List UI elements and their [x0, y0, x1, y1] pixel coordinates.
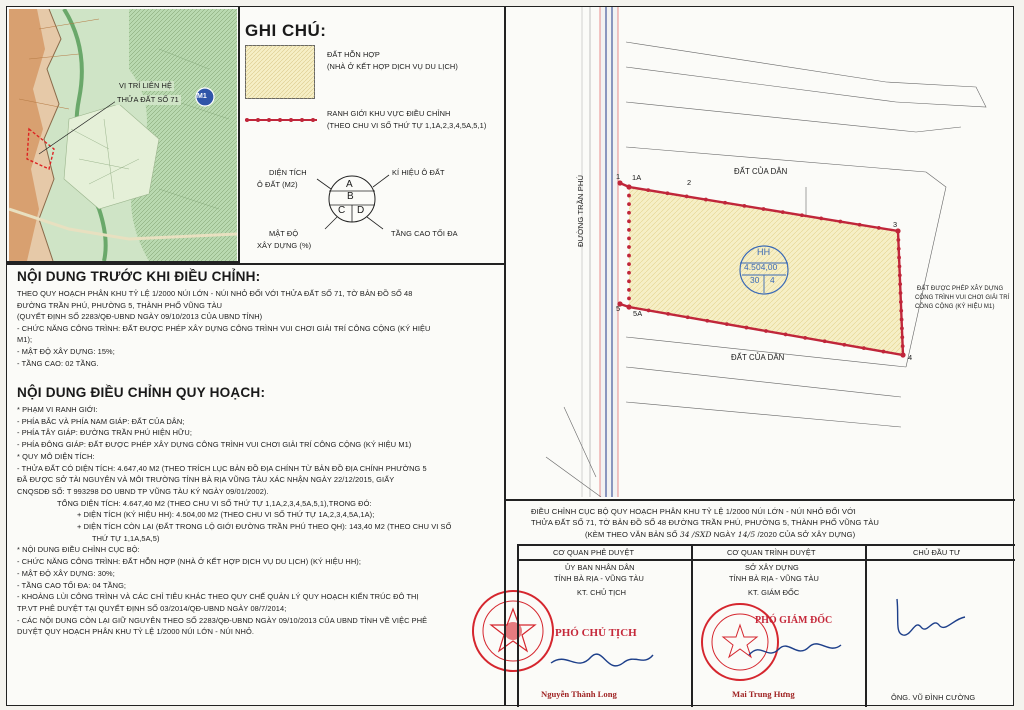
boundary-vertex — [823, 339, 827, 343]
boundary-vertex — [686, 315, 690, 319]
boundary-vertex — [627, 228, 631, 232]
boundary-vertex — [862, 346, 866, 350]
boundary-vertex — [800, 213, 804, 217]
approver-seal-stamp — [469, 587, 557, 675]
boundary-vertex — [900, 318, 904, 322]
boundary-vertex — [901, 344, 905, 348]
approver-sign-for: KT. CHỦ TỊCH — [577, 588, 627, 597]
legend-area-label-2: Ô ĐẤT (M2) — [257, 180, 298, 189]
legend-floors-label: TẦNG CAO TỐI ĐA — [391, 229, 458, 238]
boundary-vertex — [627, 245, 631, 249]
boundary-vertex — [666, 312, 670, 316]
legend-boundary-1: RANH GIỚI KHU VỰC ĐIỀU CHỈNH — [327, 109, 451, 118]
boundary-vertex — [704, 198, 708, 202]
boundary-vertex — [745, 326, 749, 330]
submitter-header: CƠ QUAN TRÌNH DUYỆT — [727, 548, 816, 557]
boundary-vertex — [819, 217, 823, 221]
boundary-vertex — [882, 350, 886, 354]
adjust-line: + DIỆN TÍCH (KÝ HIỆU HH): 4.504,00 M2 (THEO CHU VI SỐ THỨ TỰ 1A,2,3,4,5A,1A); — [77, 510, 375, 520]
point-4: 4 — [908, 353, 913, 362]
title-line-3: (KÈM THEO VĂN BẢN SỐ 34 /SXD NGÀY 14/5 /2020 CỦA SỞ XÂY DỰNG) — [585, 530, 856, 539]
boundary-vertex — [781, 210, 785, 214]
east-note-1: ĐẤT ĐƯỢC PHÉP XÂY DỰNG — [917, 286, 1004, 292]
adjust-line: THỨ TỰ 1,1A,5A,5) — [92, 533, 160, 543]
circle-letter-c: C — [338, 205, 346, 216]
boundary-vertex — [898, 282, 902, 286]
point-3: 3 — [893, 220, 898, 229]
approver-header: CƠ QUAN PHÊ DUYỆT — [553, 548, 635, 557]
submitter-org-1: SỞ XÂY DỰNG — [745, 563, 799, 572]
boundary-vertex — [647, 309, 651, 313]
title-line-1: ĐIỀU CHỈNH CỤC BỘ QUY HOẠCH PHÂN KHU TỶ LỆ 1/2000 NÚI LỚN - NÚI NHỎ ĐỐI VỚI — [531, 507, 856, 516]
before-line: THEO QUY HOẠCH PHÂN KHU TỶ LỆ 1/2000 NÚI LỚN - NÚI NHỎ ĐỐI VỚI THỬA ĐẤT SỐ 71, TỜ BẢN ĐỒ SỐ 48 — [17, 289, 413, 298]
boundary-vertex — [762, 207, 766, 211]
circle-letter-a: A — [346, 179, 353, 190]
before-line: ĐƯỜNG TRẦN PHÚ, PHƯỜNG 5, THÀNH PHỐ VŨNG TÀU — [17, 300, 223, 310]
adjust-line: - TẦNG CAO TỐI ĐA: 04 TẦNG; — [17, 580, 127, 590]
inset-label-1: VỊ TRÍ LIÊN HỆ — [119, 81, 173, 90]
east-note-3: CÔNG CỘNG (KÝ HIỆU M1) — [915, 304, 995, 310]
submitter-signature — [745, 631, 845, 671]
boundary-vertex — [900, 352, 905, 357]
boundary-vertex — [627, 262, 631, 266]
adjust-line: - CÁC NỘI DUNG CÒN LẠI GIỮ NGUYÊN THEO SỐ 2283/QĐ-UBND NGÀY 09/10/2013 CỦA UBND TỈNH VỀ VIỆC PHÊ — [17, 615, 428, 625]
boundary-vertex — [900, 327, 904, 331]
point-1a: 1A — [632, 173, 642, 182]
boundary-vertex — [627, 194, 631, 198]
boundary-vertex — [784, 333, 788, 337]
legend-boundary-2: (THEO CHU VI SỐ THỨ TỰ 1,1A,2,3,4,5A,5,1) — [327, 121, 487, 130]
approver-name: Nguyễn Thành Long — [541, 689, 617, 699]
boundary-vertex — [627, 254, 631, 258]
investor-name: ÔNG. VŨ ĐÌNH CƯỜNG — [891, 693, 976, 702]
before-title: NỘI DUNG TRƯỚC KHI ĐIỀU CHỈNH: — [17, 269, 261, 284]
boundary-vertex — [858, 223, 862, 227]
approver-signature — [547, 643, 657, 683]
mixed-land-swatch — [245, 45, 315, 99]
before-line: (QUYẾT ĐỊNH SỐ 2283/QĐ-UBND NGÀY 09/10/2013 CỦA UBND TỈNH) — [17, 312, 263, 322]
before-line: M1); — [17, 335, 33, 345]
submitter-position: PHÓ GIÁM ĐỐC — [755, 615, 833, 626]
boundary-vertex — [646, 188, 650, 192]
boundary-vertex — [627, 271, 631, 275]
parcel-area: 4.504,00 — [744, 262, 778, 272]
adjust-line: DUYỆT QUY HOẠCH PHÂN KHU TỶ LỆ 1/2000 NÚI LỚN - NÚI NHỎ. — [17, 627, 254, 637]
legend-density-label-2: XÂY DỰNG (%) — [257, 241, 312, 250]
legend-mixed-2: (NHÀ Ở KẾT HỢP DỊCH VỤ DU LỊCH) — [327, 62, 458, 71]
boundary-vertex — [627, 297, 631, 301]
east-note-2: CÔNG TRÌNH VUI CHƠI GIẢI TRÍ — [915, 295, 1010, 301]
adjust-title: NỘI DUNG ĐIỀU CHỈNH QUY HOẠCH: — [17, 385, 266, 400]
boundary-vertex — [627, 219, 631, 223]
investor-signature — [887, 589, 977, 649]
boundary-vertex — [899, 300, 903, 304]
road-label: ĐƯỜNG TRẦN PHÚ — [576, 174, 585, 247]
boundary-vertex — [899, 291, 903, 295]
parcel-floors: 4 — [770, 275, 775, 285]
legend-mixed-1: ĐẤT HỖN HỢP — [327, 50, 380, 59]
parcel-density: 30 — [750, 275, 760, 285]
boundary-vertex — [896, 238, 900, 242]
approver-position: PHÓ CHỦ TỊCH — [555, 627, 637, 639]
boundary-vertex — [627, 237, 631, 241]
boundary-vertex — [898, 273, 902, 277]
boundary-vertex — [626, 184, 631, 189]
adjust-line: - PHÍA TÂY GIÁP: ĐƯỜNG TRẦN PHÚ HIỆN HỮU; — [17, 428, 193, 438]
legend-title: GHI CHÚ: — [245, 21, 327, 40]
boundary-vertex — [627, 202, 631, 206]
boundary-line-legend — [243, 115, 319, 125]
boundary-vertex — [899, 309, 903, 313]
point-2: 2 — [687, 178, 692, 187]
neighbor-north-label: ĐẤT CỦA DÂN — [734, 167, 788, 176]
title-line-2: THỬA ĐẤT SỐ 71, TỜ BẢN ĐỒ SỐ 48 ĐƯỜNG TRẦN PHÚ, PHƯỜNG 5, THÀNH PHỐ VŨNG TÀU — [531, 518, 880, 527]
adjust-line: * QUY MÔ DIỆN TÍCH: — [17, 451, 95, 461]
before-line: - TẦNG CAO: 02 TẦNG. — [17, 358, 99, 368]
adjust-line: TP.VT PHÊ DUYỆT TẠI QUYẾT ĐỊNH SỐ 03/2014/QĐ-UBND NGÀY 08/7/2014; — [17, 603, 287, 613]
boundary-vertex — [627, 279, 631, 283]
boundary-vertex — [723, 201, 727, 205]
before-line: - MẬT ĐỘ XÂY DỰNG: 15%; — [17, 347, 115, 356]
location-inset-map — [9, 9, 237, 261]
boundary-vertex — [900, 335, 904, 339]
submitter-sign-for: KT. GIÁM ĐỐC — [748, 588, 800, 597]
point-5: 5 — [616, 304, 621, 313]
boundary-vertex — [627, 288, 631, 292]
investor-header: CHỦ ĐẦU TƯ — [913, 548, 961, 557]
boundary-vertex — [626, 304, 631, 309]
adjust-line: + DIỆN TÍCH CÒN LẠI (ĐẤT TRONG LỘ GIỚI ĐƯỜNG TRẦN PHÚ THEO QH): 143,40 M2 (THEO CHU VI SỐ — [77, 522, 452, 531]
boundary-vertex — [897, 247, 901, 251]
adjust-line: * NỘI DUNG ĐIỀU CHỈNH CỤC BỘ: — [17, 545, 140, 555]
approver-org-2: TỈNH BÀ RỊA - VŨNG TÀU — [554, 574, 644, 583]
boundary-vertex — [838, 220, 842, 224]
boundary-vertex — [803, 336, 807, 340]
legend-area-label-1: DIỆN TÍCH — [269, 168, 307, 177]
circle-letter-b: B — [347, 191, 354, 202]
neighbor-south-label: ĐẤT CỦA DÂN — [731, 353, 785, 362]
inset-label-2: THỬA ĐẤT SỐ 71 — [117, 95, 179, 104]
circle-letter-d: D — [357, 205, 365, 216]
adjust-line: - KHOẢNG LÙI CÔNG TRÌNH VÀ CÁC CHỈ TIÊU KHÁC THEO QUY CHẾ QUẢN LÝ QUY HOẠCH KIẾN TRÚC ĐÔ THỊ — [17, 592, 419, 602]
adjust-line: - PHÍA ĐÔNG GIÁP: ĐẤT ĐƯỢC PHÉP XÂY DỰNG CÔNG TRÌNH VUI CHƠI GIẢI TRÍ CÔNG CỘNG (KÝ HIỆU M1) — [17, 440, 412, 450]
boundary-vertex — [627, 211, 631, 215]
before-line: - CHỨC NĂNG CÔNG TRÌNH: ĐẤT ĐƯỢC PHÉP XÂY DỰNG CÔNG TRÌNH VUI CHƠI GIẢI TRÍ CÔNG CỘNG (KÝ HIỆU — [17, 323, 431, 333]
adjust-line: * PHẠM VI RANH GIỚI: — [17, 405, 98, 414]
legend-code-label: KÍ HIỆU Ô ĐẤT — [392, 168, 445, 177]
adjust-line: - MẬT ĐỘ XÂY DỰNG: 30%; — [17, 568, 115, 578]
approver-org-1: ỦY BAN NHÂN DÂN — [565, 563, 635, 572]
boundary-vertex — [897, 256, 901, 260]
boundary-vertex — [742, 204, 746, 208]
adjust-line: - PHÍA BẮC VÀ PHÍA NAM GIÁP: ĐẤT CỦA DÂN; — [17, 416, 185, 426]
boundary-vertex — [725, 322, 729, 326]
inset-badge-label: M1 — [197, 93, 207, 100]
adjust-line: - CHỨC NĂNG CÔNG TRÌNH: ĐẤT HỖN HỢP (NHÀ Ở KẾT HỢP DỊCH VỤ DU LỊCH) (KÝ HIỆU HH); — [17, 557, 361, 567]
adjust-line: TỔNG DIỆN TÍCH: 4.647,40 M2 (THEO CHU VI SỐ THỨ TỰ 1,1A,2,3,4,5A,5,1),TRONG ĐÓ: — [57, 498, 372, 508]
legend-density-label-1: MẬT ĐỘ — [269, 229, 299, 238]
boundary-vertex — [842, 343, 846, 347]
boundary-vertex — [705, 319, 709, 323]
submitter-org-2: TỈNH BÀ RỊA - VŨNG TÀU — [729, 574, 819, 583]
point-5a: 5A — [633, 309, 643, 318]
parcel-code: HH — [757, 247, 771, 257]
adjust-line: - THỬA ĐẤT CÓ DIỆN TÍCH: 4.647,40 M2 (THEO TRÍCH LỤC BẢN ĐỒ ĐỊA CHÍNH TỪ BẢN ĐỒ ĐỊA CHÍNH PHƯỜNG 5 — [17, 463, 427, 473]
boundary-vertex — [666, 191, 670, 195]
drawing-sheet — [6, 6, 1014, 706]
boundary-vertex — [898, 265, 902, 269]
adjust-line: ĐÃ ĐƯỢC SỞ TÀI NGUYÊN VÀ MÔI TRƯỜNG TỈNH BÀ RỊA VŨNG TÀU XÁC NHẬN NGÀY 22/12/2015, GIẤY — [17, 475, 395, 485]
boundary-vertex — [764, 329, 768, 333]
plot-symbol-diagram — [307, 167, 397, 237]
adjust-line: CNQSDĐ SỐ: T 993298 DO UBND TP VŨNG TÀU KÝ NGÀY 09/01/2002). — [17, 486, 269, 496]
boundary-vertex — [877, 226, 881, 230]
submitter-name: Mai Trung Hưng — [732, 689, 795, 699]
boundary-vertex — [685, 195, 689, 199]
point-1: 1 — [616, 172, 621, 181]
